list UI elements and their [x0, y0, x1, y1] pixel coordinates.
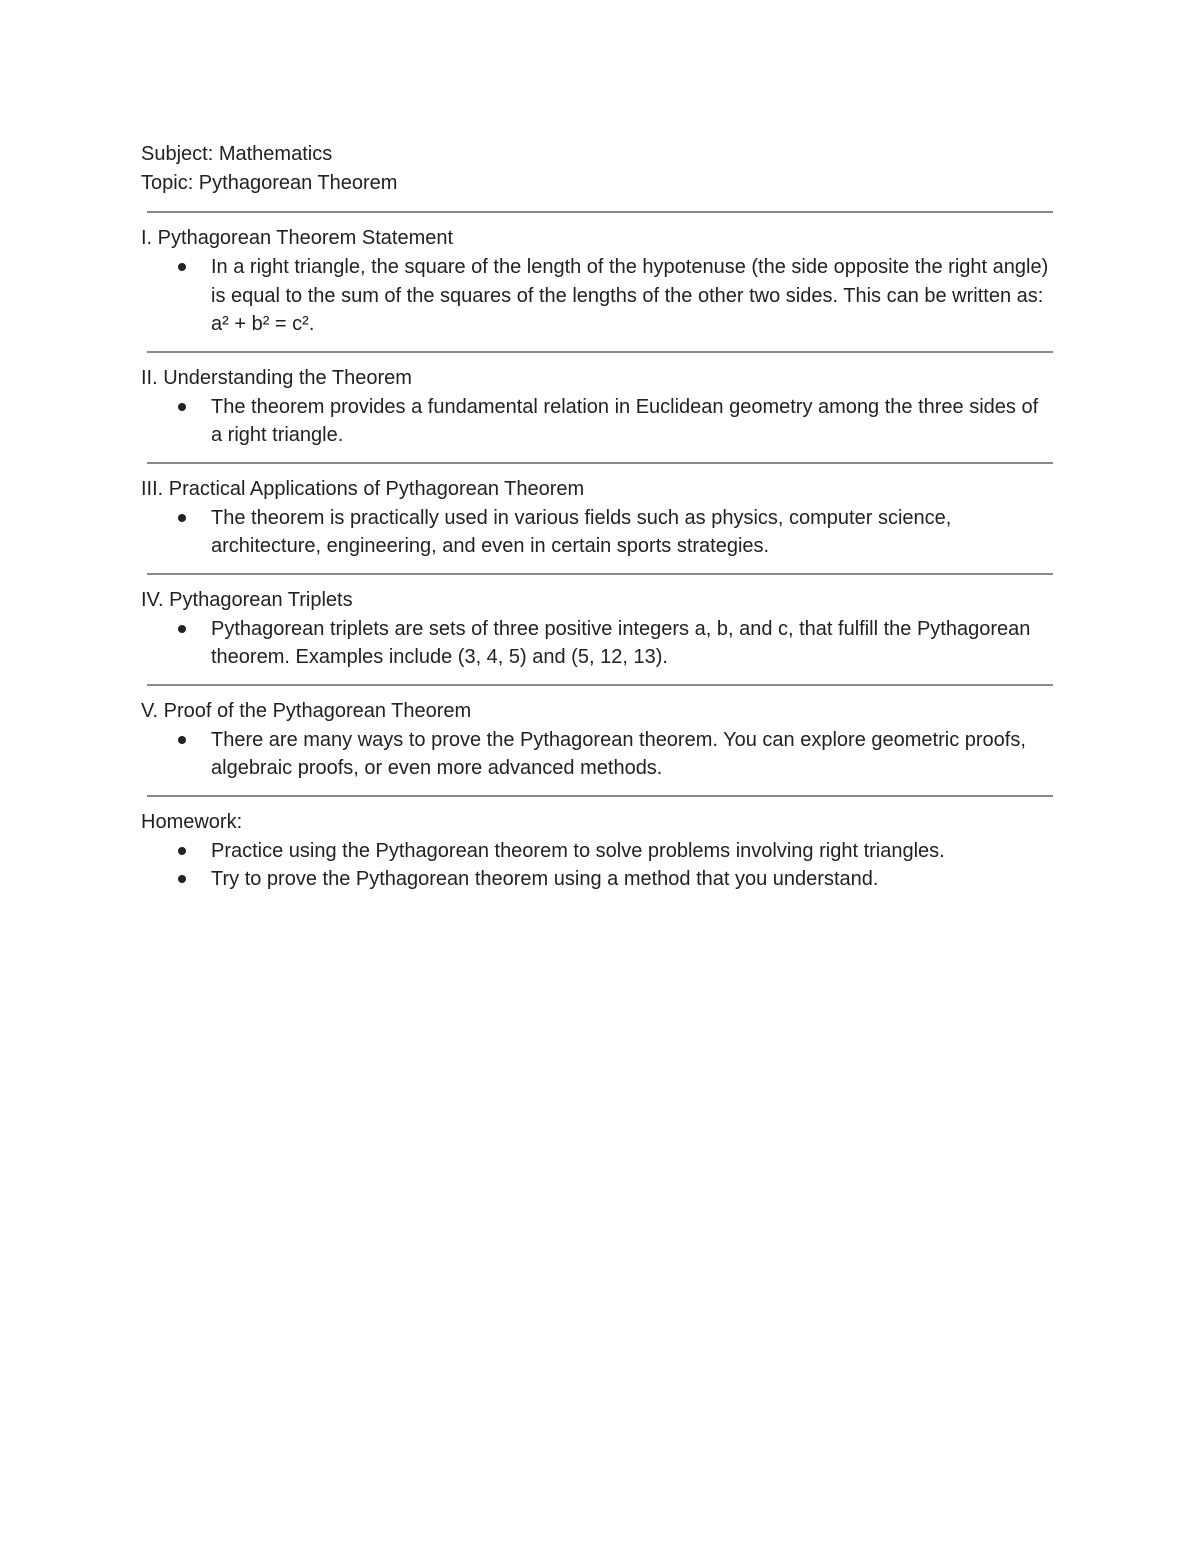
list-item — [211, 393, 1061, 450]
bullet-icon — [178, 514, 186, 522]
topic-line: Topic: Pythagorean Theorem — [141, 172, 398, 194]
bullet-text: Pythagorean triplets are sets of three positive integers a, b, and c, that fulfill the Pythagorean theorem. Examples include (3, 4, 5) and (5, 12, 13). — [211, 617, 1031, 668]
section-applications — [141, 475, 1061, 561]
section-triplets — [141, 586, 1061, 672]
list-item — [211, 504, 1061, 561]
section-homework — [141, 808, 1061, 894]
bullet-text: The theorem provides a fundamental relation in Euclidean geometry among the three sides of a right triangle. — [211, 395, 1039, 446]
section-title: III. Practical Applications of Pythagorean Theorem — [141, 477, 585, 500]
bullet-text: There are many ways to prove the Pythagorean theorem. You can explore geometric proofs, algebraic proofs, or even more advanced methods. — [211, 728, 1026, 779]
bullet-icon — [178, 847, 186, 855]
list-item — [211, 865, 1061, 894]
homework-title: Homework: — [141, 810, 243, 833]
document-header — [141, 140, 1061, 198]
section-title: V. Proof of the Pythagorean Theorem — [141, 699, 472, 722]
document-page — [141, 140, 1061, 894]
list-item — [211, 253, 1061, 339]
list-item — [211, 837, 1061, 866]
section-title: I. Pythagorean Theorem Statement — [141, 227, 454, 249]
bullet-text: The theorem is practically used in various fields such as physics, computer science, architecture, engineering, and even in certain sports strategies. — [211, 506, 952, 557]
bullet-icon — [178, 403, 186, 411]
bullet-list — [141, 615, 1061, 672]
bullet-text: Try to prove the Pythagorean theorem using a method that you understand. — [211, 868, 879, 890]
section-proof — [141, 697, 1061, 783]
bullet-icon — [178, 263, 186, 271]
bullet-text: In a right triangle, the square of the length of the hypotenuse (the side opposite the right angle) is equal to the sum of the squares of the lengths of the other two sides. This can be written as: a² + b² = c². — [211, 256, 1049, 335]
bullet-text: Practice using the Pythagorean theorem to solve problems involving right triangles. — [211, 839, 945, 862]
section-title: II. Understanding the Theorem — [141, 366, 412, 389]
bullet-icon — [178, 625, 186, 633]
section-understanding — [141, 364, 1061, 450]
bullet-list — [141, 393, 1061, 450]
bullet-list — [141, 726, 1061, 783]
section-statement — [141, 224, 1061, 339]
bullet-list — [141, 253, 1061, 339]
list-item — [211, 726, 1061, 783]
bullet-icon — [178, 736, 186, 744]
bullet-icon — [178, 875, 186, 883]
bullet-list — [141, 837, 1061, 894]
bullet-list — [141, 504, 1061, 561]
list-item — [211, 615, 1061, 672]
section-title: IV. Pythagorean Triplets — [141, 588, 353, 611]
subject-line: Subject: Mathematics — [141, 143, 333, 165]
